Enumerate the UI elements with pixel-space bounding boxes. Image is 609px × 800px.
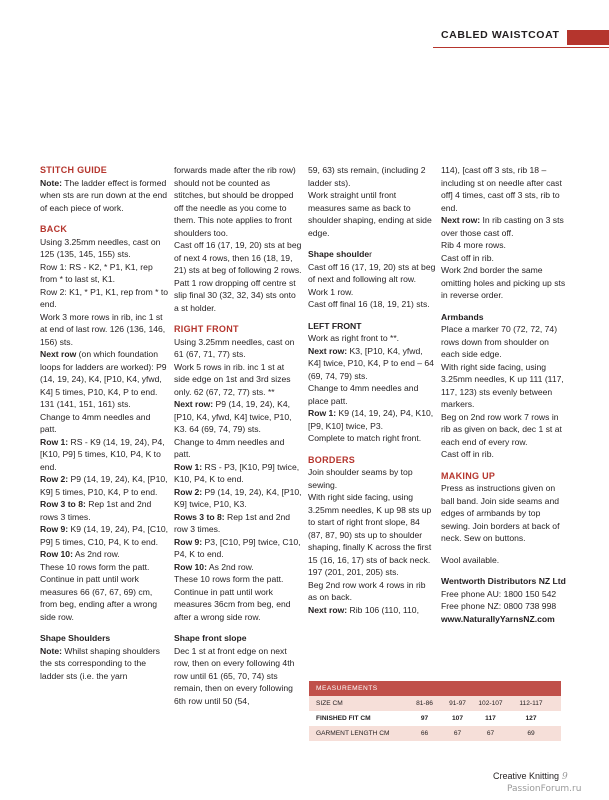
measurements-heading: MEASUREMENTS xyxy=(309,681,561,696)
paragraph: Row 1: RS - K9 (14, 19, 24), P4, [K10, P9] 5 times, K10, P4, K to end. xyxy=(40,436,165,472)
paragraph: Work as right front to **. xyxy=(308,333,400,343)
stitch-guide-note: Note: The ladder effect is formed when sts are run down at the end of each piece of work. xyxy=(40,177,168,213)
header-accent-bar xyxy=(567,30,609,45)
paragraph: Work 2nd border the same omitting holes and picking up sts in reverse order. xyxy=(441,265,566,300)
paragraph: Row 10: As 2nd row. xyxy=(40,549,120,559)
cell: 107 xyxy=(451,715,463,722)
paragraph: With right side facing, using 3.25mm needles, K up 98 sts up to start of right front slope, 84 (87, 87, 90) sts up to shoulder shaping, finally K across the first 15 (16, 16, 17) sts of back neck. 197 (201, 201, 205) sts. xyxy=(308,492,432,577)
cell: 67 xyxy=(486,730,495,737)
cell: 117 xyxy=(485,715,496,722)
cell: 91-97 xyxy=(449,700,466,707)
page-header-title: CABLED WAISTCOAT xyxy=(441,29,560,41)
table-row xyxy=(309,726,561,741)
row-label: GARMENT LENGTH CM xyxy=(316,730,390,737)
paragraph: Row 1: RS - P3, [K10, P9] twice, K10, P4, K to end. xyxy=(174,461,300,484)
section-making-up: MAKING UP xyxy=(441,470,496,481)
paragraph: Press as instructions given on ball band. Join side seams and edges of armbands by top sewing. Join borders at back of neck. Sew on buttons. xyxy=(441,483,560,543)
paragraph: Work straight until front measures same as back to shoulder shaping, ending at side edge. xyxy=(308,190,432,238)
table-row xyxy=(309,696,561,711)
paragraph: Cast off 16 (17, 19, 20) sts at beg of next 4 rows, then 16 (18, 19, 21) sts at beg of following 2 rows. xyxy=(174,240,302,275)
page-number: 9 xyxy=(562,772,568,782)
paragraph: Next row (on which foundation loops for ladders are worked): P9 (14, 19, 24), K4, [P10, K4, yfwd, K4] 5 times, P10, K4, P to end. 131 (141, 151, 161) sts. xyxy=(40,349,167,409)
paragraph: 59, 63) sts remain, (including 2 ladder sts). xyxy=(308,165,426,188)
section-back: BACK xyxy=(40,224,68,234)
paragraph: Row 1: RS - K2, * P1, K1, rep from * to last st, K1. xyxy=(40,261,153,284)
column-2 xyxy=(174,164,302,707)
cell: 127 xyxy=(525,715,537,722)
paragraph: Beg 2nd row work 4 rows in rib as on back. xyxy=(308,579,426,602)
paragraph: Change to 4mm needles and patt. xyxy=(40,411,151,434)
distributor-name: Wentworth Distributors NZ Ltd xyxy=(441,576,566,586)
paragraph: Change to 4mm needles and place patt. xyxy=(308,383,419,406)
section-right-front: RIGHT FRONT xyxy=(174,324,239,334)
phone-nz: Free phone NZ: 0800 738 998 xyxy=(441,601,557,611)
paragraph: Next row: Rib 106 (110, 110, xyxy=(308,604,419,615)
paragraph: Beg on 2nd row work 7 rows in rib as given on back, dec 1 st at each end of every row. xyxy=(441,411,562,447)
measurements-table xyxy=(309,681,561,741)
cell: 102-107 xyxy=(478,700,503,707)
row-label: SIZE CM xyxy=(316,700,343,707)
paragraph: Next row: In rib casting on 3 sts over those cast off. xyxy=(441,215,564,238)
paragraph: These 10 rows form the patt. Continue in patt until work measures 66 (67, 67, 69) cm, from beg, ending after a wrong side row. xyxy=(40,561,158,622)
table-row xyxy=(309,711,561,726)
column-4 xyxy=(441,164,569,625)
paragraph: Change to 4mm needles and patt. xyxy=(174,436,285,459)
paragraph: forwards made after the rib row) should not be counted as stitches, but should be dropped off the needle as you come to them. This note applies to front shoulders too. xyxy=(174,165,296,238)
paragraph: These 10 rows form the patt. Continue in patt until work measures 36cm from beg, end after a wrong side row. xyxy=(174,574,291,622)
website-link[interactable]: www.NaturallyYarnsNZ.com xyxy=(441,613,555,624)
subheading-shape-shoulder: Shape shoulder xyxy=(308,249,372,259)
paragraph: Cast off in rib. xyxy=(441,449,494,459)
section-left-front: LEFT FRONT xyxy=(308,320,362,331)
paragraph: Row 2: P9 (14, 19, 24), K4, [P10, K9] 5 times, P10, K4, P to end. xyxy=(40,474,168,497)
paragraph: Next row: P9 (14, 19, 24), K4, [P10, K4, yfwd, K4] twice, P10, K3. 64 (69, 74, 79) sts. xyxy=(174,399,292,434)
cell: 66 xyxy=(420,730,429,737)
phone-au: Free phone AU: 1800 150 542 xyxy=(441,588,557,599)
paragraph: Row 3 to 8: Rep 1st and 2nd rows 3 times. xyxy=(40,499,152,522)
paragraph: Row 2: K1, * P1, K1, rep from * to end. xyxy=(40,286,169,309)
watermark: PassionForum.ru xyxy=(507,784,582,794)
paragraph: Wool available. xyxy=(441,554,500,565)
cell: 97 xyxy=(420,715,429,722)
paragraph: Row 1: K9 (14, 19, 24), P4, K10, [P9, K10] twice, P3. xyxy=(308,408,434,431)
paragraph: Cast off final 16 (18, 19, 21) sts. xyxy=(308,299,430,309)
cell: 69 xyxy=(527,730,535,737)
row-label: FINISHED FIT CM xyxy=(316,715,371,722)
paragraph: Cast off 16 (17, 19, 20) sts at beg of next and following alt row. xyxy=(308,261,436,284)
paragraph: Work 3 more rows in rib, inc 1 st at end of last row. 126 (136, 146, 156) sts. xyxy=(40,311,166,347)
cell: 112-117 xyxy=(519,700,543,707)
column-1 xyxy=(40,164,168,682)
page-footer xyxy=(493,771,568,782)
paragraph: Dec 1 st at front edge on next row, then on every following 4th row until 61 (65, 70, 74) sts remain, then on every following 6th row until 50 (54, xyxy=(174,645,295,706)
paragraph: Work 1 row. xyxy=(308,286,354,297)
paragraph: Using 3.25mm needles, cast on 125 (135, 145, 155) sts. xyxy=(40,236,161,259)
paragraph: Rib 4 more rows. xyxy=(441,240,506,250)
header-rule xyxy=(433,47,609,48)
paragraph: Place a marker 70 (72, 72, 74) rows down from shoulder on each side edge. xyxy=(441,324,558,359)
paragraph: 114), [cast off 3 sts, rib 18 – including st on needle after cast off] 4 times, cast off 3 sts, rib to end. xyxy=(441,165,562,213)
paragraph: Rows 3 to 8: Rep 1st and 2nd row 3 times. xyxy=(174,511,291,534)
subheading-shape-front-slope: Shape front slope xyxy=(174,633,247,643)
paragraph: Join shoulder seams by top sewing. xyxy=(308,467,413,490)
section-stitch-guide: STITCH GUIDE xyxy=(40,165,108,175)
cell: 81-86 xyxy=(416,700,433,707)
paragraph: Next row: K3, [P10, K4, yfwd, K4] twice, P10, K4, P to end – 64 (69, 74, 79) sts. xyxy=(308,345,434,381)
paragraph: Row 2: P9 (14, 19, 24), K4, [P10, K9] twice, P10, K3. xyxy=(174,486,302,509)
subheading-shape-shoulders: Shape Shoulders xyxy=(40,633,111,643)
paragraph: Row 9: K9 (14, 19, 24), P4, [C10, P9] 5 times, C10, P4, K to end. xyxy=(40,524,169,547)
paragraph: Using 3.25mm needles, cast on 61 (67, 71, 77) sts. xyxy=(174,336,295,359)
paragraph: Note: Whilst shaping shoulders the sts corresponding to the ladder sts (i.e. the yarn xyxy=(40,645,160,681)
magazine-name: Creative Knitting xyxy=(493,771,560,781)
paragraph: Row 9: P3, [C10, P9] twice, C10, P4, K to end. xyxy=(174,536,301,559)
cell: 67 xyxy=(453,730,462,737)
section-borders: BORDERS xyxy=(308,454,356,465)
paragraph: Patt 1 row dropping off centre st slip final 30 (32, 32, 34) sts onto a st holder. xyxy=(174,277,296,313)
paragraph: With right side facing, using 3.25mm needles, K up 111 (117, 117, 123) sts evenly between markers. xyxy=(441,361,564,409)
paragraph: Row 10: As 2nd row. xyxy=(174,561,254,572)
paragraph: Work 5 rows in rib. inc 1 st at side edge on 1st and 3rd sizes only. 62 (67, 72, 77) sts. ** xyxy=(174,361,291,397)
paragraph: Complete to match right front. xyxy=(308,433,422,443)
paragraph: Cast off in rib. xyxy=(441,252,494,263)
subheading-armbands: Armbands xyxy=(441,311,484,322)
column-3 xyxy=(308,164,436,616)
